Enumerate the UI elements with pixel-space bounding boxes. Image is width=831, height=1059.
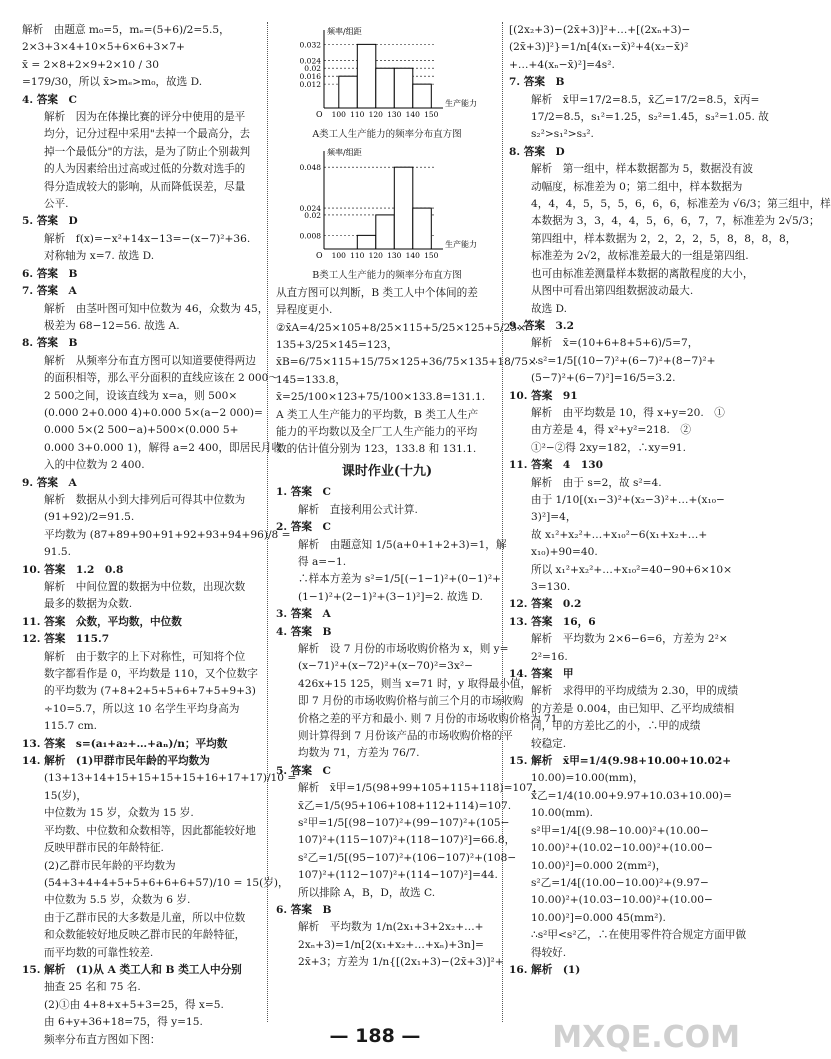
x-tick-label: 110 — [350, 251, 365, 261]
y-tick-label: 0.016 — [299, 72, 321, 82]
x-axis-label: 生产能力 — [445, 240, 477, 250]
text-line: 从直方图可以判断，B 类工人中个体间的差 — [276, 286, 478, 299]
histogram-a — [282, 24, 487, 124]
y-axis-label: 频率/组距 — [327, 27, 362, 36]
column-1 — [22, 22, 297, 1046]
text-line: x̄=25/100×123+75/100×133.8=131.1. — [276, 391, 486, 404]
text-line: (2)①由 4+8+x+5+3=25，得 x=5. — [44, 998, 224, 1011]
text-line: 掉一个最低分"的方法，是为了防止个别裁判 — [44, 145, 251, 158]
text-line: 第四组中，样本数据为 2，2，2，2，5，8，8，8，8， — [531, 232, 797, 245]
text-line: 107)²+(115−107)²+(118−107)²]=66.8， — [298, 834, 516, 847]
text-line: s²甲=1/4[(9.98−10.00)²+(10.00− — [531, 824, 709, 837]
text-line: 解析 从频率分布直方图可以知道要使得两边 — [44, 354, 256, 367]
answer-line: 12. 答案 0.2 — [509, 598, 582, 611]
watermark-logo: MXQE.COM — [552, 1020, 740, 1055]
text-line: (5−7)²+(6−7)²]=16/5=3.2. — [531, 372, 676, 385]
histogram-bar — [357, 44, 376, 108]
answer-line: 15. 解析 (1)从 A 类工人和 B 类工人中分别 — [22, 963, 242, 976]
text-line: ÷10=5.7，所以这 10 名学生平均身高为 — [44, 702, 240, 715]
text-line: 2×3+3×4+10×5+6×6+3×7+ — [22, 41, 185, 54]
answer-line: 16. 解析 (1) — [509, 963, 581, 976]
origin-label: O — [316, 251, 323, 261]
text-line: 数字都看作是 0，平均数是 110，又个位数字 — [44, 668, 258, 681]
text-line: (54+3+4+4+5+5+6+6+6+57)/10 = 15(岁)， — [44, 876, 289, 889]
text-line: 解析 由题意知 1/5(a+0+1+2+3)=1，解 — [298, 538, 507, 551]
text-line: 2xₙ+3)=1/n[2(x₁+x₂+…+xₙ)+3n]= — [298, 938, 484, 951]
text-line: 10.00)=10.00(mm)， — [531, 772, 644, 785]
text-line: 的面积相等，那么平分面积的直线应该在 2 000～ — [44, 372, 279, 385]
answer-line: 1. 答案 C — [276, 486, 331, 499]
text-line: 10.00)²]=0.000 45(mm²). — [531, 911, 666, 924]
text-line: ①²−②得 2xy=182，∴xy=91. — [531, 441, 686, 454]
text-line: 解析 数据从小到大排列后可得其中位数为 — [44, 493, 246, 506]
text-line: 135+3/25×145=123， — [276, 339, 398, 352]
answer-line: 6. 答案 B — [22, 267, 78, 280]
text-line: 中位数为 15 岁，众数为 15 岁. — [44, 807, 194, 820]
histogram-bar — [413, 208, 432, 249]
y-tick-label: 0.02 — [304, 211, 321, 221]
text-line: =179/30，所以 x̄>mₑ>m₀，故选 D. — [22, 76, 203, 89]
x-tick-label: 150 — [424, 110, 439, 119]
text-line: x̄乙=1/4(10.00+9.97+10.03+10.00)= — [531, 789, 732, 802]
answer-line: 10. 答案 1.2 0.8 — [22, 563, 124, 576]
answer-line: 7. 答案 A — [22, 285, 77, 298]
answer-line: 11. 答案 4 130 — [509, 459, 603, 472]
x-tick-label: 130 — [387, 110, 402, 119]
text-line: (0.000 2+0.000 4)+0.000 5×(a−2 000)= — [44, 406, 263, 419]
text-line: 均分，记分过程中采用"去掉一个最高分，去 — [44, 128, 251, 141]
y-tick-label: 0.008 — [299, 231, 321, 241]
text-line: 反映甲群市民的年龄特征. — [44, 842, 164, 855]
text-line: 也可由标准差测量样本数据的离散程度的大小， — [531, 267, 754, 280]
column-divider — [502, 22, 503, 1022]
answer-line: 4. 答案 C — [22, 93, 77, 106]
answer-line: 14. 解析 (1)甲群市民年龄的平均数为 — [22, 755, 210, 768]
y-tick-label: 0.012 — [299, 80, 321, 90]
y-tick-label: 0.02 — [304, 64, 321, 74]
histogram-bar — [357, 236, 376, 250]
text-line: 2x̄+3；方差为 1/n{[(2x₁+3)−(2x̄+3)]²+ — [298, 956, 504, 969]
answer-line: 5. 答案 D — [22, 215, 78, 228]
text-line: ∴s²=1/5[(10−7)²+(6−7)²+(8−7)²+ — [531, 354, 716, 367]
text-line: 得 a=−1. — [298, 555, 347, 568]
text-line: 解析 直接利用公式计算. — [298, 503, 418, 516]
histogram-bar — [376, 215, 395, 249]
text-line: 标准差为 2√2，故标准差最大的一组是第四组. — [531, 250, 749, 263]
text-line: 10.00(mm). — [531, 807, 594, 820]
text-line: x₁₀)+90=40. — [531, 546, 598, 559]
histogram-a-caption: A类工人生产能力的频率分布直方图 — [312, 129, 462, 140]
text-line: 的人为因素给出过高或过低的分数对选手的 — [44, 163, 246, 176]
text-line: 解析 x̄=(10+6+8+5+6)/5=7， — [531, 337, 699, 350]
text-line: 数的估计值分别为 123，133.8 和 131.1. — [276, 443, 477, 456]
text-line: s²甲=1/5[(98−107)²+(99−107)²+(105− — [298, 817, 510, 829]
answer-line: 3. 答案 A — [276, 608, 331, 621]
y-tick-label: 0.024 — [299, 56, 321, 66]
answer-line: 9. 答案 3.2 — [509, 319, 574, 332]
text-line: 和众数能较好地反映乙群市民的年龄特征， — [44, 929, 246, 942]
text-line: 故选 D. — [531, 302, 568, 315]
text-line: 公平. — [44, 198, 69, 211]
column-divider — [267, 22, 268, 1022]
text-line: s²乙=1/4[(10.00−10.00)²+(9.97− — [531, 876, 709, 889]
text-line: ∴s²甲<s²乙，∴在使用零件符合规定方面甲做 — [531, 929, 747, 942]
origin-label: O — [316, 110, 323, 119]
text-line: ∴样本方差为 s²=1/5[(−1−1)²+(0−1)²+ — [298, 573, 502, 586]
x-tick-label: 140 — [405, 110, 420, 119]
text-line: (x−71)²+(x−72)²+(x−70)²=3x²− — [298, 660, 473, 673]
text-line: 解析 由题意 m₀=5，mₑ=(5+6)/2=5.5， — [22, 24, 230, 36]
text-line: 异程度更小. — [276, 304, 333, 317]
text-line: x̄B=6/75×115+15/75×125+36/75×135+18/75× — [276, 356, 537, 369]
text-line: 107)²+(112−107)²+(114−107)²]=44. — [298, 869, 498, 882]
text-line: 15(岁)， — [44, 789, 87, 802]
text-line: 3=130. — [531, 581, 571, 593]
text-line: 由于 1/10[(x₁−3)²+(x₂−3)²+…+(x₁₀− — [531, 493, 725, 506]
text-line: 平均数为 (87+89+90+91+92+93+94+96)/8 = — [44, 528, 291, 541]
text-line: 2²=16. — [531, 650, 568, 663]
text-line: 10.00)²+(10.03−10.00)²+(10.00− — [531, 894, 713, 907]
answer-line: 4. 答案 B — [276, 625, 332, 638]
column-3 — [509, 22, 831, 1019]
text-line: 入的中位数为 2 400. — [44, 459, 145, 472]
text-line: 426x+15 125，则当 x=71 时，y 取得最小值， — [298, 677, 532, 690]
y-tick-label: 0.032 — [299, 40, 321, 50]
answer-line: 5. 答案 C — [276, 764, 331, 777]
text-line: 对称轴为 x=7. 故选 D. — [44, 250, 155, 263]
text-line: 解析 平均数为 2×6−6=6，方差为 2²× — [531, 633, 728, 646]
text-line: 145=133.8， — [276, 373, 347, 386]
text-line: 频率分布直方图如下图： — [44, 1033, 161, 1046]
text-line: 所以 x₁²+x₂²+…+x₁₀²=40−90+6×10× — [531, 563, 732, 576]
text-line: 0.000 3+0.000 1)，解得 a=2 400，即居民月收 — [44, 441, 283, 454]
text-line: (2x̄+3)]²}=1/n[4(x₁−x̄)²+4(x₂−x̄)² — [509, 41, 689, 54]
text-line: 即 7 月份的市场收购价格与前三个月的市场收购 — [298, 695, 524, 708]
answer-line: 9. 答案 A — [22, 476, 77, 489]
text-line: 平均数、中位数和众数相等，因此都能较好地 — [44, 824, 256, 837]
answer-line: 2. 答案 C — [276, 521, 331, 534]
x-tick-label: 150 — [424, 251, 439, 261]
text-line: 0.000 5×(2 500−a)+500×(0.000 5+ — [44, 424, 239, 437]
text-line: 同，甲的方差比乙的小，∴甲的成绩 — [531, 720, 701, 733]
text-line: (2)乙群市民年龄的平均数为 — [44, 859, 176, 872]
text-line: [(2x₂+3)−(2x̄+3)]²+…+[(2xₙ+3)− — [509, 24, 691, 36]
text-line: 能力的平均数以及全厂工人生产能力的平均 — [276, 426, 478, 439]
y-axis-label: 频率/组距 — [327, 148, 362, 158]
text-line: 抽查 25 名和 75 名. — [44, 981, 141, 994]
answer-line: 13. 答案 16，6 — [509, 615, 596, 628]
histogram-b — [282, 145, 487, 265]
text-line: 均数为 71，方差为 76/7. — [298, 747, 420, 760]
answer-line: 12. 答案 115.7 — [22, 633, 110, 646]
histogram-bar — [394, 168, 413, 250]
answer-line: 8. 答案 D — [509, 145, 565, 158]
text-line: 解析 由平均数是 10，得 x+y=20. ① — [531, 406, 725, 419]
text-line: 中位数为 5.5 岁，众数为 6 岁. — [44, 894, 191, 907]
text-line: 解析 x̄甲=17/2=8.5，x̄乙=17/2=8.5，x̄丙= — [531, 93, 760, 106]
answer-line: 6. 答案 B — [276, 904, 332, 917]
text-line: 解析 中间位置的数据为中位数，出现次数 — [44, 581, 246, 593]
text-line: 解析 由茎叶图可知中位数为 46，众数为 45， — [44, 302, 269, 315]
answer-line: 11. 答案 众数，平均数，中位数 — [22, 615, 182, 628]
text-line: 极差为 68−12=56. 故选 A. — [44, 319, 180, 332]
x-tick-label: 100 — [331, 251, 346, 261]
text-line: 从图中可看出第四组数据波动最大. — [531, 285, 694, 298]
answer-line: 13. 答案 s=(a₁+a₂+…+aₙ)/n；平均数 — [22, 737, 228, 750]
text-line: A 类工人生产能力的平均数，B 类工人生产 — [276, 408, 479, 421]
text-line: 3)²]=4， — [531, 511, 577, 524]
y-tick-label: 0.024 — [299, 204, 321, 214]
text-line: 动幅度，标准差为 0；第二组中，样本数据为 — [531, 180, 743, 193]
text-line: (91+92)/2=91.5. — [44, 511, 135, 524]
text-line: 4，4，4，5，5，5，6，6，6，标准差为 √6/3；第三组中，样 — [531, 198, 831, 211]
answer-line: 8. 答案 B — [22, 337, 78, 350]
text-line: 得分造成较大的影响，从而降低误差，尽量 — [44, 180, 246, 193]
text-line: 解析 f(x)=−x²+14x−13=−(x−7)²+36. — [44, 232, 251, 245]
text-line: 价格之差的平方和最小. 则 7 月份的市场收购价格为 71. — [298, 712, 561, 725]
text-line: 解析 第一组中，样本数据都为 5，数据没有波 — [531, 163, 753, 176]
text-line: x̄ = 2×8+2×9+2×10 / 30 — [22, 58, 159, 71]
text-line: 解析 求得甲的平均成绩为 2.30，甲的成绩 — [531, 685, 739, 698]
text-line: 而平均数的可靠性较差. — [44, 946, 154, 959]
text-line: ②x̄A=4/25×105+8/25×115+5/25×125+5/25× — [276, 321, 526, 334]
text-line: 较稳定. — [531, 737, 567, 750]
text-line: 故 x₁²+x₂²+…+x₁₀²−6(x₁+x₂+…+ — [531, 528, 708, 541]
answer-line: 14. 答案 甲 — [509, 668, 574, 681]
text-line: s²乙=1/5[(95−107)²+(106−107)²+(108− — [298, 851, 517, 864]
text-line: 由于乙群市民的大多数是儿童，所以中位数 — [44, 911, 246, 924]
text-line: 则计算得到 7 月份该产品的市场收购价格的平 — [298, 729, 513, 742]
text-line: x̄乙=1/5(95+106+108+112+114)=107. — [298, 799, 512, 812]
text-line: 解析 由于 s=2，故 s²=4. — [531, 476, 662, 489]
text-line: 115.7 cm. — [44, 720, 98, 733]
text-line: 17/2=8.5，s₁²=1.25，s₂²=1.45，s₃²=1.05. 故 — [531, 111, 769, 124]
x-axis-label: 生产能力 — [445, 99, 477, 108]
text-line: 由 6+y+36+18=75，得 y=15. — [44, 1016, 203, 1029]
text-line: 解析 x̄甲=1/5(98+99+105+115+118)=107， — [298, 782, 544, 795]
text-line: 最多的数据为众数. — [44, 598, 133, 611]
section-title: 课时作业(十九) — [341, 463, 433, 479]
text-line: 解析 设 7 月份的市场收购价格为 x，则 y= — [298, 642, 509, 655]
x-tick-label: 100 — [331, 110, 346, 119]
x-tick-label: 130 — [387, 251, 402, 261]
text-line: 解析 由于数字的上下对称性，可知将个位 — [44, 650, 246, 663]
answer-line: 10. 答案 91 — [509, 389, 578, 402]
histogram-bar — [339, 76, 358, 108]
page-number: — 188 — — [329, 1025, 421, 1047]
text-line: +…+4(xₙ−x̄)²]=4s². — [509, 58, 615, 71]
text-line: 91.5. — [44, 546, 71, 559]
text-line: 得较好. — [531, 946, 567, 959]
text-line: 由方差是 4，得 x²+y²=218. ② — [531, 424, 692, 437]
text-line: (1−1)²+(2−1)²+(3−1)²]=2. 故选 D. — [298, 590, 483, 603]
histogram-bar — [394, 68, 413, 108]
answer-line: 7. 答案 B — [509, 76, 565, 89]
x-tick-label: 110 — [350, 110, 365, 119]
text-line: 2 500之间，设该直线为 x=a，则 500× — [44, 389, 238, 402]
histogram-b-caption: B类工人生产能力的频率分布直方图 — [312, 270, 462, 282]
x-tick-label: 140 — [405, 251, 420, 261]
text-line: 所以排除 A，B，D，故选 C. — [298, 886, 436, 899]
histogram-bar — [413, 84, 432, 108]
y-tick-label: 0.048 — [299, 163, 321, 173]
text-line: 的平均数为 (7+8+2+5+5+6+7+5+9+3) — [44, 685, 256, 698]
x-tick-label: 120 — [368, 251, 383, 261]
text-line: 10.00)²]=0.000 2(mm²)， — [531, 859, 667, 872]
x-tick-label: 120 — [368, 110, 383, 119]
histogram-bar — [376, 68, 395, 108]
text-line: 解析 平均数为 1/n(2x₁+3+2x₂+…+ — [298, 921, 484, 934]
text-line: 本数据为 3，3，4，4，5，6，6，7，7，标准差为 2√5/3； — [531, 215, 820, 228]
text-line: 解析 因为在体操比赛的评分中使用的是平 — [44, 111, 246, 124]
text-line: s₂²>s₁²>s₃². — [531, 128, 594, 141]
answer-line: 15. 解析 x̄甲=1/4(9.98+10.00+10.02+ — [509, 755, 732, 768]
text-line: 10.00)²+(10.02−10.00)²+(10.00− — [531, 842, 713, 855]
text-line: (13+13+14+15+15+15+15+16+17+17)/10 = — [44, 772, 297, 785]
text-line: 的方差是 0.004，由已知甲、乙平均成绩相 — [531, 702, 735, 715]
